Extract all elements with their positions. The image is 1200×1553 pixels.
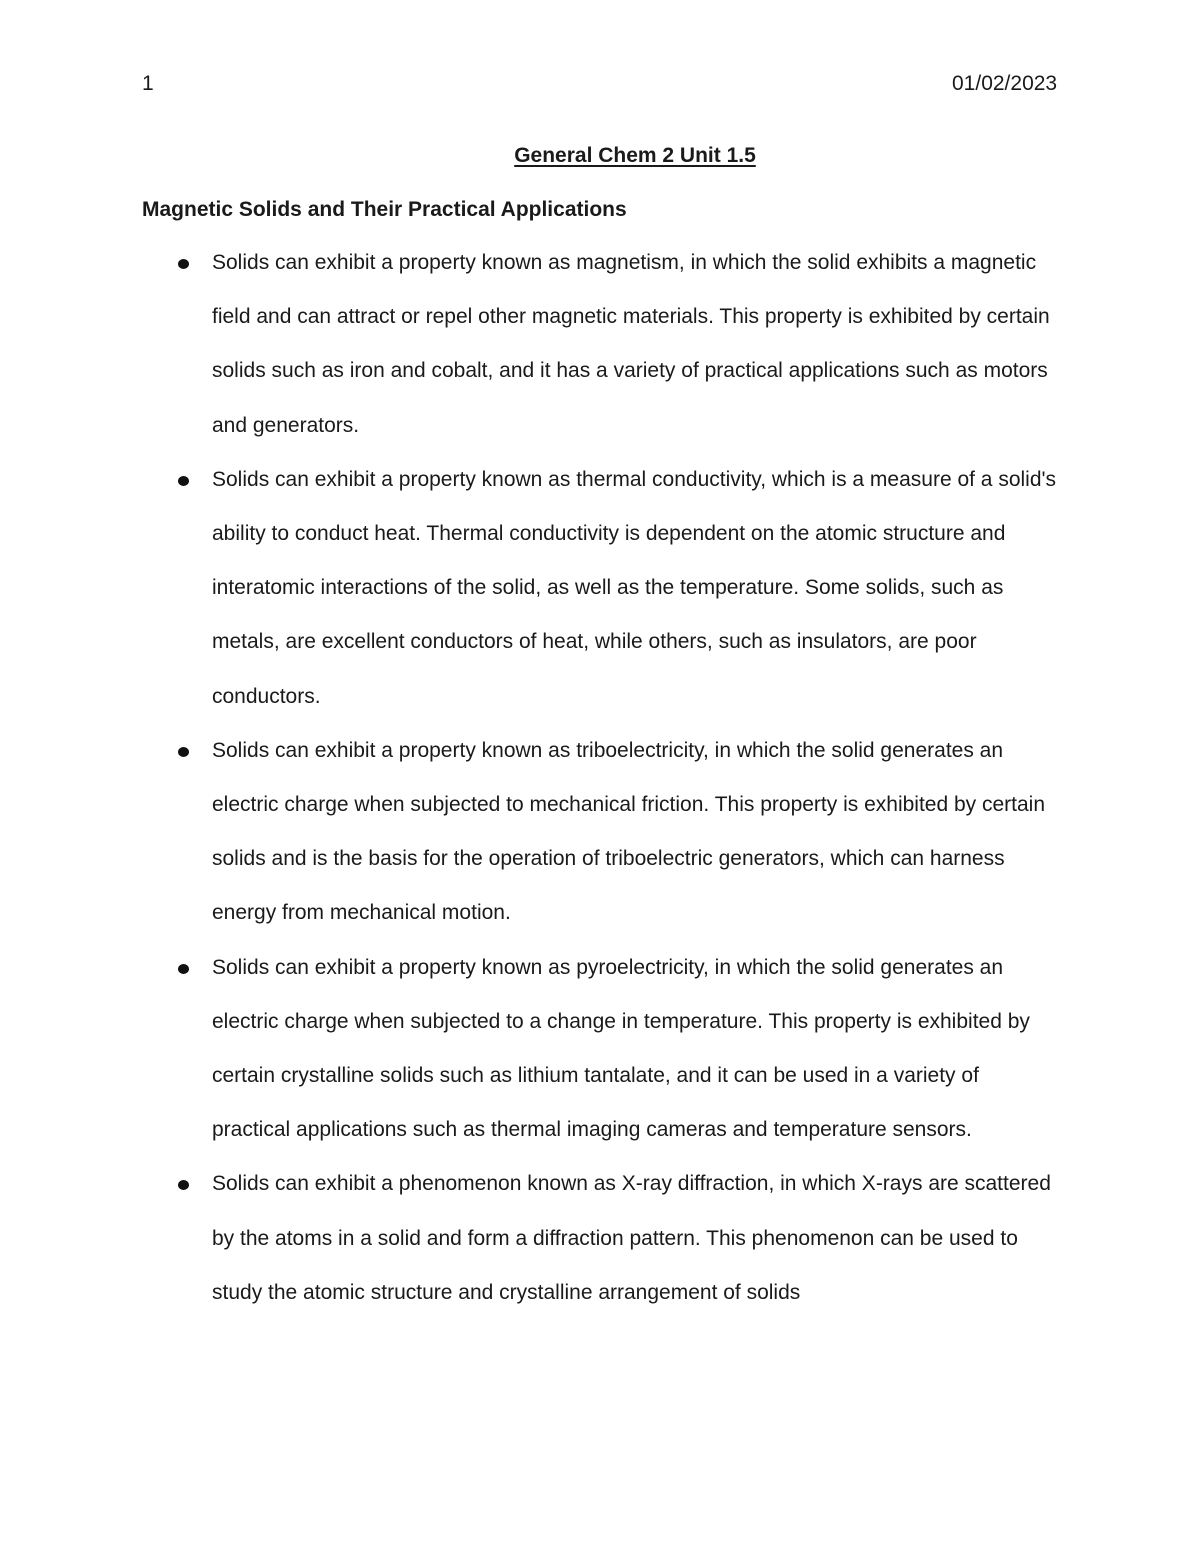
page-number: 1 — [142, 72, 154, 95]
bullet-icon — [178, 964, 189, 974]
list-item-text: Solids can exhibit a property known as pyroelectricity, in which the solid generates an electric charge when subjected to a change in temperature. This property is exhibited by certain crystalline solids such as lithium tantalate, and it can be used in a variety of practical applications such as thermal imaging cameras and temperature sensors. — [212, 955, 1030, 1142]
list-item — [0, 724, 1062, 941]
list-item-text: Solids can exhibit a property known as magnetism, in which the solid exhibits a magnetic field and can attract or repel other magnetic materials. This property is exhibited by certain solids such as iron and cobalt, and it has a variety of practical applications such as motors and generators. — [212, 251, 1050, 437]
bullet-icon — [178, 476, 189, 486]
list-item-text: Solids can exhibit a property known as thermal conductivity, which is a measure of a solid's ability to conduct heat. Thermal conductivity is dependent on the atomic structure and interatomic interactions of the solid, as well as the temperature. Some solids, such as metals, are excellent conductors of heat, while others, such as insulators, are poor conductors. — [212, 467, 1057, 708]
bullet-icon — [178, 747, 189, 757]
bullet-icon — [178, 259, 189, 269]
list-item — [0, 941, 1062, 1158]
list-item — [0, 1157, 1062, 1320]
list-item — [0, 453, 1062, 724]
document-title: General Chem 2 Unit 1.5 — [514, 144, 756, 167]
bullet-list — [0, 236, 1200, 1320]
list-item — [0, 236, 1062, 453]
section-heading: Magnetic Solids and Their Practical Applications — [142, 198, 627, 221]
list-item-text: Solids can exhibit a phenomenon known as X-ray diffraction, in which X-rays are scattered by the atoms in a solid and form a diffraction pattern. This phenomenon can be used to study the atomic structure and crystalline arrangement of solids — [212, 1172, 1051, 1304]
list-item-text: Solids can exhibit a property known as triboelectricity, in which the solid generates an electric charge when subjected to mechanical friction. This property is exhibited by certain solids and is the basis for the operation of triboelectric generators, which can harness energy from mechanical motion. — [212, 738, 1046, 925]
header-date: 01/02/2023 — [952, 72, 1058, 95]
bullet-icon — [178, 1180, 189, 1190]
